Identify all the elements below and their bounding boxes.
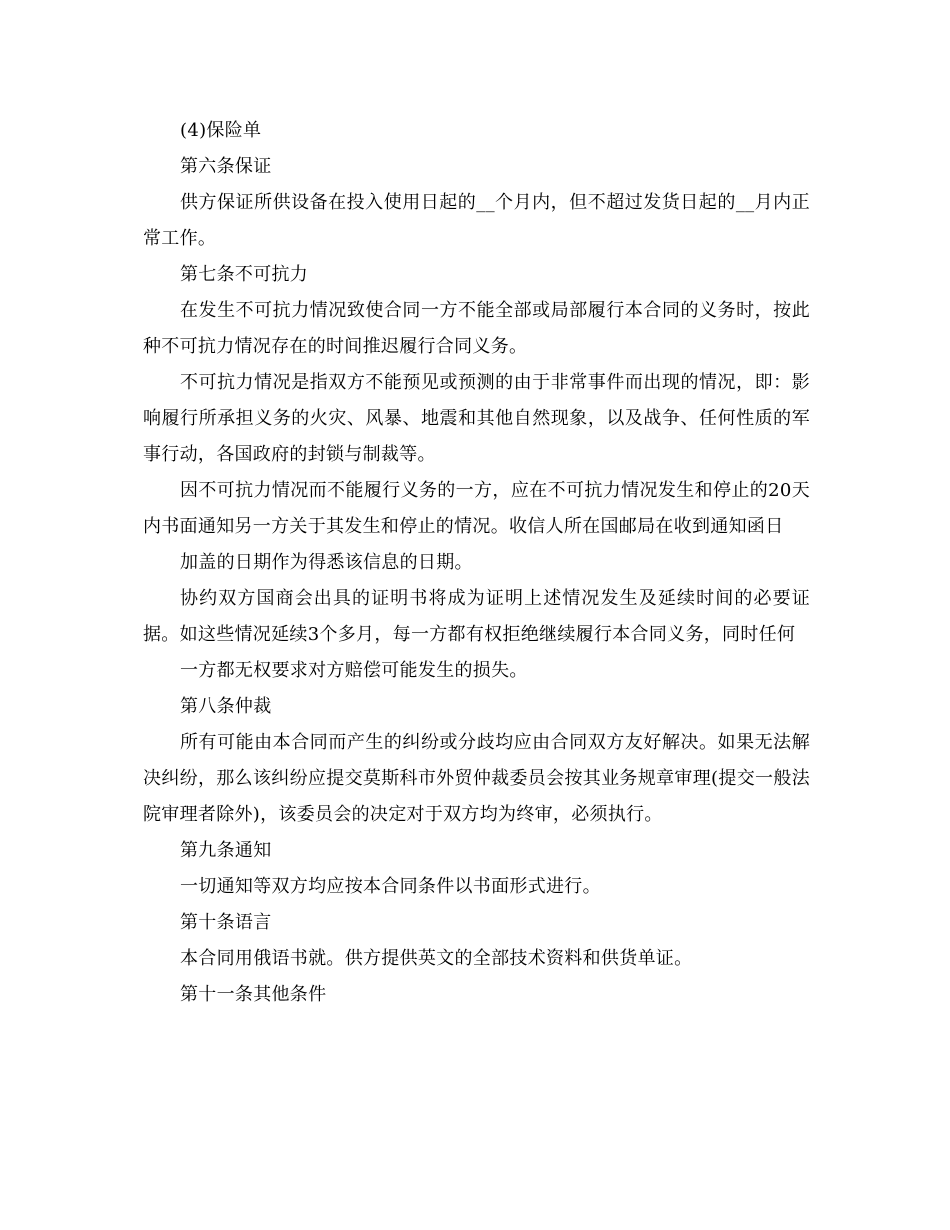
paragraph-force-majeure-notice: 因不可抗力情况而不能履行义务的一方，应在不可抗力情况发生和停止的20天内书面通知另一方关于其发生和停止的情况。收信人所在国邮局在收到通知函日: [143, 480, 810, 537]
paragraph-force-majeure-definition: 不可抗力情况是指双方不能预见或预测的由于非常事件而出现的情况，即：影响履行所承担义务的火灾、风暴、地震和其他自然现象，以及战争、任何性质的军事行动，各国政府的封锁与制裁等。: [143, 372, 810, 465]
heading-article-7-force-majeure: 第七条不可抗力: [180, 264, 309, 285]
paragraph-chamber-certificate: 协约双方国商会出具的证明书将成为证明上述情况发生及延续时间的必要证据。如这些情况延续3个多月，每一方都有权拒绝继续履行本合同义务，同时任何: [143, 588, 810, 645]
heading-article-11-other-conditions: 第十一条其他条件: [180, 984, 327, 1005]
paragraph-language-terms: 本合同用俄语书就。供方提供英文的全部技术资料和供货单证。: [180, 948, 693, 969]
heading-article-6-guarantee: 第六条保证: [180, 156, 272, 177]
paragraph-postmark-date: 加盖的日期作为得悉该信息的日期。: [180, 552, 473, 573]
heading-article-9-notice: 第九条通知: [180, 840, 272, 861]
paragraph-no-compensation: 一方都无权要求对方赔偿可能发生的损失。: [180, 660, 528, 681]
paragraph-guarantee-terms: 供方保证所供设备在投入使用日起的__个月内，但不超过发货日起的__月内正常工作。: [143, 192, 810, 249]
heading-article-10-language: 第十条语言: [180, 912, 272, 933]
paragraph-arbitration-terms: 所有可能由本合同而产生的纠纷或分歧均应由合同双方友好解决。如果无法解决纠纷，那么该纠纷应提交莫斯科市外贸仲裁委员会按其业务规章审理(提交一般法院审理者除外)，该委员会的决定对于双方均为终审，必须执行。: [143, 732, 810, 825]
paragraph-force-majeure-delay: 在发生不可抗力情况致使合同一方不能全部或局部履行本合同的义务时，按此种不可抗力情况存在的时间推迟履行合同义务。: [143, 300, 810, 357]
paragraph-notice-terms: 一切通知等双方均应按本合同条件以书面形式进行。: [180, 876, 601, 897]
paragraph-insurance-policy: (4)保险单: [180, 120, 262, 141]
heading-article-8-arbitration: 第八条仲裁: [180, 696, 272, 717]
